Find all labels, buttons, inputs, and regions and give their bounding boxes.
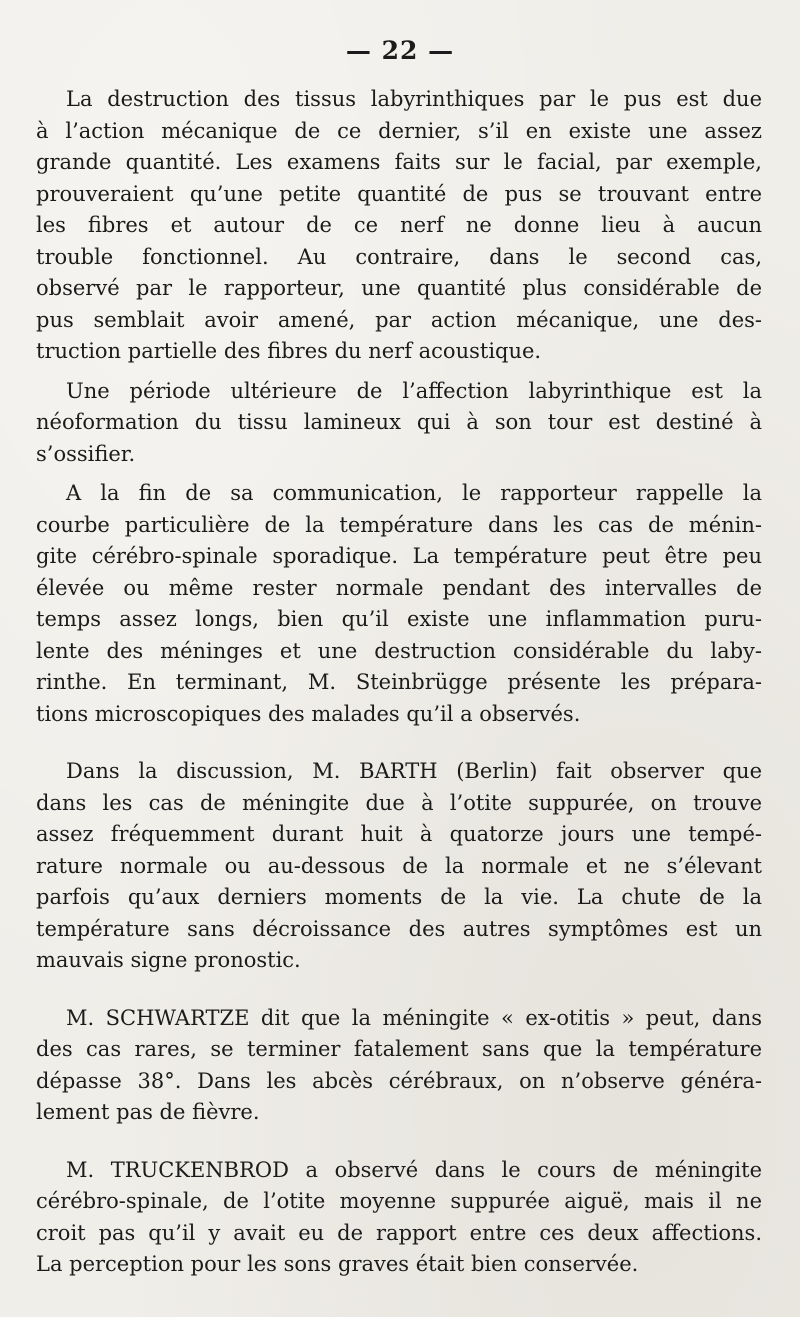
text-line: dans les cas de méningite due à l’otite suppurée, on trouve — [36, 790, 762, 815]
text-line: des cas rares, se terminer fatalement sans que la température — [36, 1037, 762, 1061]
text-line: néoformation du tissu lamineux qui à son tour est destiné à — [36, 410, 762, 434]
text-line: truction partielle des fibres du nerf acoustique. — [36, 339, 542, 363]
text-line: trouble fonctionnel. Au contraire, dans le second cas, — [36, 244, 762, 269]
text-line: temps assez longs, bien qu’il existe une inflammation puru- — [36, 607, 762, 631]
text-line: rinthe. En terminant, M. Steinbrügge présente les prépara- — [36, 670, 762, 694]
text-line: lente des méninges et une destruction considérable du laby- — [36, 638, 762, 663]
text-line: Une période ultérieure de l’affection labyrinthique est la — [66, 378, 762, 403]
text-line: rature normale ou au-dessous de la normale et ne s’élevant — [36, 853, 762, 878]
text-line: s’ossifier. — [36, 441, 136, 466]
text-line: à l’action mécanique de ce dernier, s’il en existe une assez — [36, 118, 762, 143]
paragraph-2 — [36, 376, 762, 471]
text-line: les fibres et autour de ce nerf ne donne lieu à aucun — [36, 213, 762, 237]
paragraph-3 — [36, 478, 762, 730]
text-line: La perception pour les sons graves était bien conservée. — [36, 1252, 639, 1276]
paragraph-5 — [36, 1003, 762, 1129]
body-text — [36, 84, 762, 1281]
text-line: A la fin de sa communication, le rapporteur rappelle la — [66, 481, 762, 505]
text-line: La destruction des tissus labyrinthiques par le pus est due — [66, 87, 762, 111]
text-line: élevée ou même rester normale pendant des intervalles de — [36, 575, 762, 600]
paragraph-4 — [36, 756, 762, 977]
paragraph-1 — [36, 84, 762, 368]
text-line: grande quantité. Les examens faits sur le facial, par exemple, — [36, 150, 762, 174]
text-line: parfois qu’aux derniers moments de la vie. La chute de la — [36, 885, 762, 909]
text-line: courbe particulière de la température dans les cas de ménin- — [36, 512, 762, 537]
text-line: assez fréquemment durant huit à quatorze jours une tempé- — [36, 822, 762, 846]
paragraph-gap — [36, 977, 762, 1003]
text-line: prouveraient qu’une petite quantité de pus se trouvant entre — [36, 181, 762, 206]
text-line: M. SCHWARTZE dit que la méningite « ex-otitis » peut, dans — [66, 1005, 762, 1030]
text-line: tions microscopiques des malades qu’il a observés. — [36, 701, 581, 726]
text-line: cérébro-spinale, de l’otite moyenne suppurée aiguë, mais il ne — [36, 1189, 762, 1213]
text-line: observé par le rapporteur, une quantité plus considérable de — [36, 276, 762, 300]
paragraph-gap — [36, 368, 762, 376]
text-line: gite cérébro-spinale sporadique. La température peut être peu — [36, 544, 762, 568]
text-line: croit pas qu’il y avait eu de rapport entre ces deux affections. — [36, 1220, 762, 1245]
text-line: pus semblait avoir amené, par action mécanique, une des- — [36, 307, 762, 332]
text-line: température sans décroissance des autres symptômes est un — [36, 916, 762, 941]
text-line: dépasse 38°. Dans les abcès cérébraux, on n’observe généra- — [36, 1068, 762, 1093]
paragraph-gap — [36, 730, 762, 756]
text-line: Dans la discussion, M. BARTH (Berlin) fait observer que — [66, 759, 762, 783]
page-number: — 22 — — [345, 36, 455, 65]
paragraph-gap — [36, 1129, 762, 1155]
paragraph-gap — [36, 470, 762, 478]
paragraph-6 — [36, 1155, 762, 1281]
text-line: lement pas de fièvre. — [36, 1100, 260, 1124]
text-line: M. TRUCKENBROD a observé dans le cours de méningite — [66, 1157, 762, 1182]
text-line: mauvais signe pronostic. — [36, 948, 301, 972]
